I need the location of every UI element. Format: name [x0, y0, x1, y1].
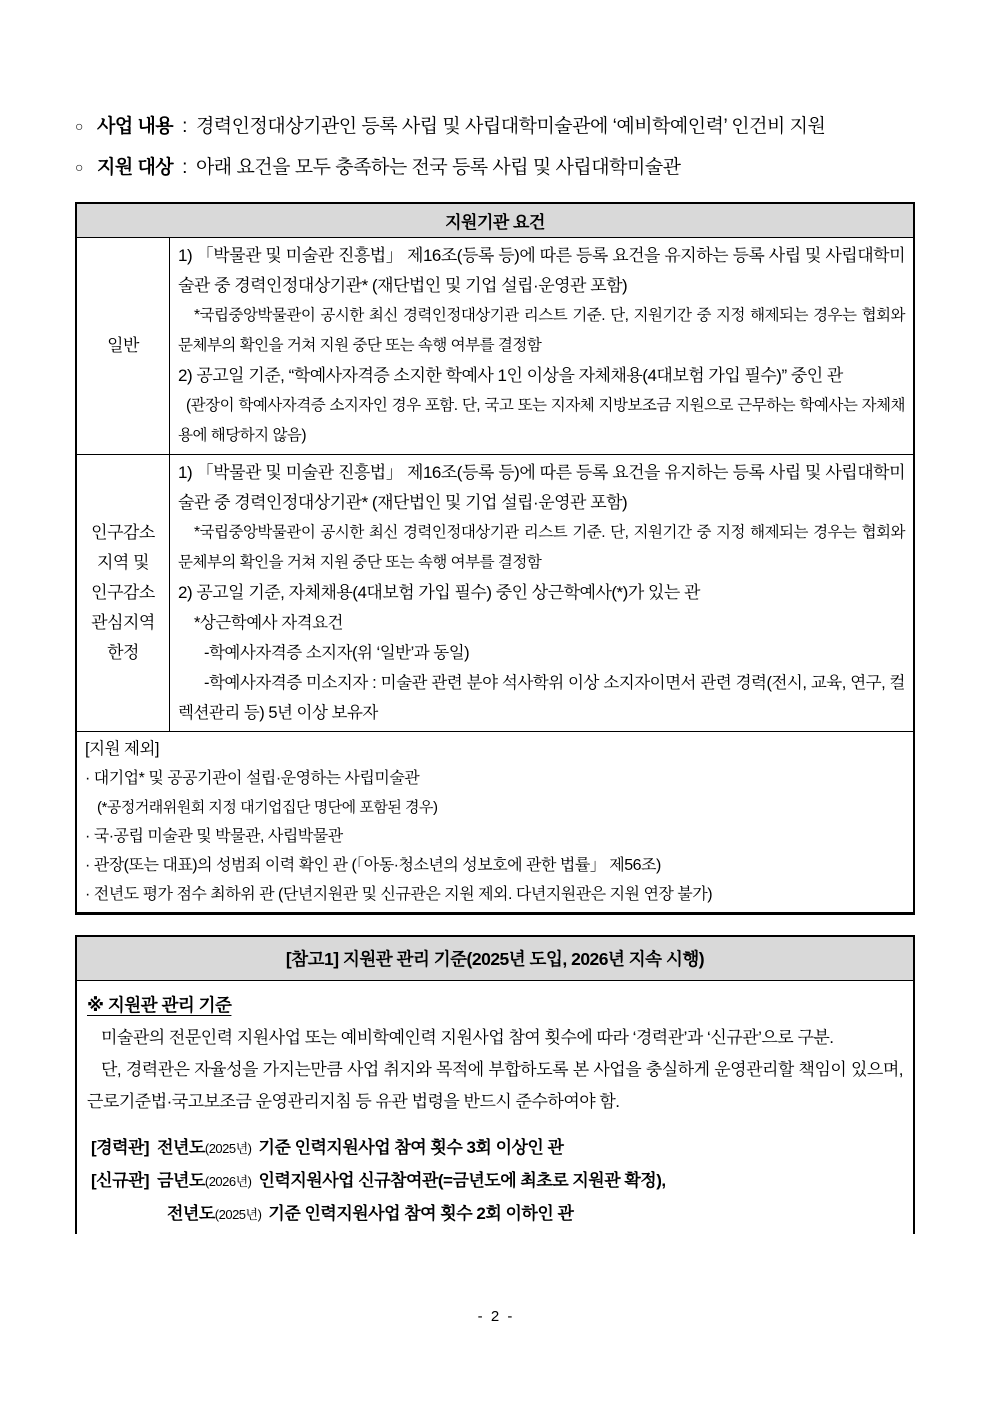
reference-box: [75, 935, 915, 1234]
bullet-text: 아래 요건을 모두 충족하는 전국 등록 사립 및 사립대학미술관: [195, 157, 681, 178]
classification-year: (2026년): [204, 1174, 252, 1189]
classification-text: 기준 인력지원사업 참여 횟수 3회 이상인 관: [258, 1138, 564, 1157]
paragraph-note: (관장이 학예사자격증 소지자인 경우 포함. 단, 국고 또는 지자체 지방보조금 지원으로 근무하는 학예사는 자체채용에 해당하지 않음): [178, 397, 905, 444]
exclusion-item: · 국·공립 미술관 및 박물관, 사립박물관: [85, 828, 343, 845]
row-content-general: [170, 238, 913, 454]
row-content-depopulation: [170, 455, 913, 731]
classification-text: 인력지원사업 신규참여관(=금년도에 최초로 지원관 확정),: [258, 1171, 666, 1190]
classification-line-new: [91, 1165, 903, 1198]
row-label-depopulation: 인구감소 지역 및 인구감소 관심지역 한정: [77, 455, 170, 731]
page-content: [75, 106, 915, 1234]
classification-text: 전년도: [167, 1204, 215, 1223]
reference-subtitle: ※ 지원관 관리 기준: [87, 995, 232, 1015]
requirements-table-header: 지원기관 요건: [77, 204, 913, 238]
bullet-label: 사업 내용: [96, 116, 174, 137]
reference-box-body: [77, 981, 913, 1234]
paragraph: 2) 공고일 기준, 자체채용(4대보험 가입 필수) 중인 상근학예사(*)가 있는 관: [178, 583, 700, 602]
exclusions-title: [지원 제외]: [85, 740, 160, 758]
circle-bullet-icon: ○: [75, 118, 83, 134]
paragraph-sub: *상근학예사 자격요건: [194, 614, 343, 632]
classification-year: (2025년): [214, 1207, 262, 1222]
reference-paragraph: 미술관의 전문인력 지원사업 또는 예비학예인력 지원사업 참여 횟수에 따라 ‘경력관’과 ‘신규관’으로 구분.: [101, 1028, 834, 1047]
classification-text: 기준 인력지원사업 참여 횟수 2회 이하인 관: [268, 1204, 574, 1223]
exclusion-item: · 관장(또는 대표)의 성범죄 이력 확인 관 (「아동·청소년의 성보호에 관한 법률」 제56조): [85, 857, 661, 874]
exclusion-item-note: (*공정거래위원회 지정 대기업집단 명단에 포함된 경우): [97, 799, 438, 816]
paragraph: 2) 공고일 기준, “학예사자격증 소지한 학예사 1인 이상을 자체채용(4대보험 가입 필수)” 중인 관: [178, 366, 843, 385]
paragraph-sub: -학예사자격증 미소지자 : 미술관 관련 분야 석사학위 이상 소지자이면서 관련 경력(전시, 교육, 연구, 컬렉션관리 등) 5년 이상 보유자: [178, 674, 905, 722]
classification-list: [87, 1132, 903, 1231]
paragraph-sub: -학예사자격증 소지자(위 ‘일반’과 동일): [204, 644, 470, 662]
bullet-text: 경력인정대상기관인 등록 사립 및 사립대학미술관에 ‘예비학예인력’ 인건비 지원: [195, 116, 826, 137]
requirements-table: [75, 202, 915, 915]
reference-box-header: [참고1] 지원관 관리 기준(2025년 도입, 2026년 지속 시행): [77, 937, 913, 981]
colon-separator: :: [182, 157, 187, 178]
classification-line-experienced: [91, 1132, 903, 1165]
bullet-project-description: [75, 106, 915, 147]
bullet-label: 지원 대상: [96, 157, 174, 178]
colon-separator: :: [182, 116, 187, 137]
paragraph: 1) 「박물관 및 미술관 진흥법」 제16조(등록 등)에 따른 등록 요건을 유지하는 등록 사립 및 사립대학미술관 중 경력인정대상기관* (재단법인 및 기업 설립·운영관 포함): [178, 246, 905, 295]
table-row-general: [77, 238, 913, 455]
row-label-general: 일반: [77, 238, 170, 454]
classification-text: 금년도: [157, 1171, 205, 1190]
classification-text: 전년도: [157, 1138, 205, 1157]
exclusion-item: · 대기업* 및 공공기관이 설립·운영하는 사립미술관: [85, 770, 420, 787]
classification-year: (2025년): [204, 1141, 252, 1156]
paragraph-note: *국립중앙박물관이 공시한 최신 경력인정대상기관 리스트 기준. 단, 지원기간 중 지정 해제되는 경우는 협회와 문체부의 확인을 거쳐 지원 중단 또는 속행 여부를 결정함: [178, 524, 905, 571]
paragraph-note: *국립중앙박물관이 공시한 최신 경력인정대상기관 리스트 기준. 단, 지원기간 중 지정 해제되는 경우는 협회와 문체부의 확인을 거쳐 지원 중단 또는 속행 여부를 결정함: [178, 307, 905, 354]
classification-tag: [경력관]: [91, 1138, 150, 1157]
page-number: - 2 -: [477, 1308, 515, 1325]
intro-bullets: [75, 106, 915, 188]
exclusions-section: [77, 732, 720, 912]
classification-line-new-continued: [91, 1198, 903, 1231]
table-row-depopulation: [77, 455, 913, 732]
paragraph: 1) 「박물관 및 미술관 진흥법」 제16조(등록 등)에 따른 등록 요건을 유지하는 등록 사립 및 사립대학미술관 중 경력인정대상기관* (재단법인 및 기업 설립·운영관 포함): [178, 463, 905, 512]
reference-paragraph: 단, 경력관은 자율성을 가지는만큼 사업 취지와 목적에 부합하도록 본 사업을 충실하게 운영관리할 책임이 있으며, 근로기준법·국고보조금 운영관리지침 등 유관 법령을 반드시 준수하여야 함.: [87, 1060, 903, 1111]
bullet-support-target: [75, 147, 915, 188]
circle-bullet-icon: ○: [75, 159, 83, 175]
exclusion-item: · 전년도 평가 점수 최하위 관 (단년지원관 및 신규관은 지원 제외. 다년지원관은 지원 연장 불가): [85, 886, 713, 903]
table-row-exclusions: [77, 732, 913, 913]
classification-tag: [신규관]: [91, 1171, 150, 1190]
